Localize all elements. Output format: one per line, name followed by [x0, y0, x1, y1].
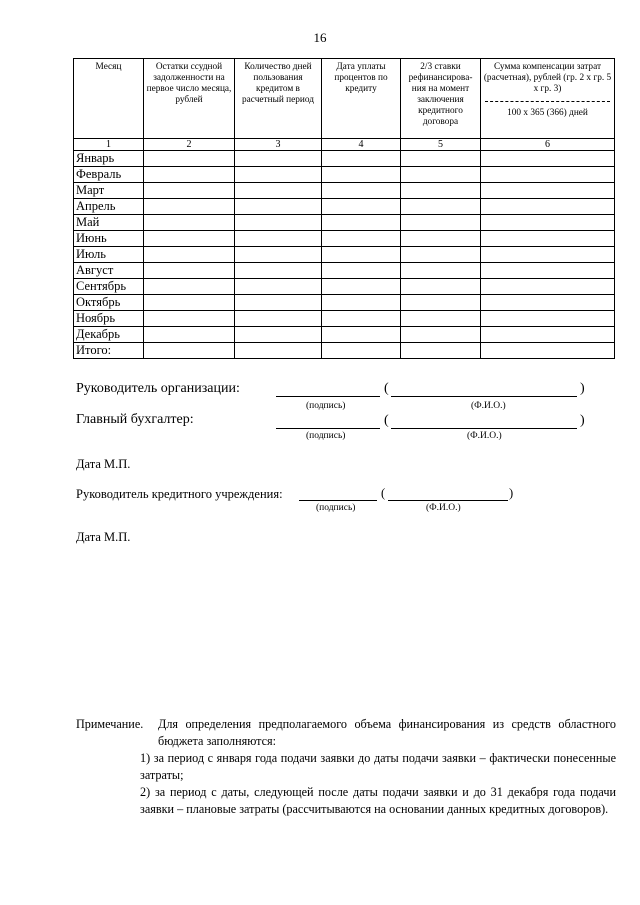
- table-row: [74, 327, 615, 343]
- paren-open: (: [384, 413, 389, 428]
- table-cell[interactable]: [235, 215, 322, 231]
- table-header-row: [74, 59, 615, 139]
- table-cell[interactable]: [322, 311, 401, 327]
- table-cell[interactable]: [401, 151, 481, 167]
- table-cell[interactable]: [322, 279, 401, 295]
- table-cell[interactable]: [235, 327, 322, 343]
- note-lead: [76, 716, 616, 750]
- table-cell[interactable]: [481, 327, 615, 343]
- table-cell[interactable]: [481, 295, 615, 311]
- header-compensation-sum: [481, 59, 615, 139]
- compensation-formula-numerator: Сумма компенсации затрат (расчетная), рублей (гр. 2 х гр. 5 х гр. 3): [483, 62, 612, 94]
- bank-head-label: Руководитель кредитного учреждения:: [76, 487, 283, 501]
- table-cell[interactable]: [401, 167, 481, 183]
- month-name: Апрель: [74, 199, 144, 215]
- header-loan-balance: Остатки ссудной задолженности на первое число месяца, рублей: [144, 59, 235, 139]
- table-cell[interactable]: [322, 199, 401, 215]
- bank-head-name-line[interactable]: [388, 500, 508, 501]
- table-row: [74, 343, 615, 359]
- name-caption: (Ф.И.О.): [467, 431, 502, 441]
- table-cell[interactable]: [322, 183, 401, 199]
- table-cell[interactable]: [481, 311, 615, 327]
- table-cell[interactable]: [235, 167, 322, 183]
- table-cell[interactable]: [235, 295, 322, 311]
- table-cell[interactable]: [401, 247, 481, 263]
- table-cell[interactable]: [401, 279, 481, 295]
- month-name: Октябрь: [74, 295, 144, 311]
- table-cell[interactable]: [481, 263, 615, 279]
- table-cell[interactable]: [481, 279, 615, 295]
- table-cell[interactable]: [144, 279, 235, 295]
- bank-head-signature-line[interactable]: [299, 500, 377, 501]
- month-name: Август: [74, 263, 144, 279]
- column-number: 6: [481, 139, 615, 151]
- month-name: Июнь: [74, 231, 144, 247]
- table-row: [74, 167, 615, 183]
- table-cell[interactable]: [401, 343, 481, 359]
- name-caption: (Ф.И.О.): [426, 503, 461, 513]
- month-name: Июль: [74, 247, 144, 263]
- table-cell[interactable]: [144, 263, 235, 279]
- table-cell[interactable]: [144, 311, 235, 327]
- table-cell[interactable]: [401, 199, 481, 215]
- month-name: Февраль: [74, 167, 144, 183]
- table-cell[interactable]: [322, 151, 401, 167]
- table-cell[interactable]: [481, 151, 615, 167]
- month-name: Декабрь: [74, 327, 144, 343]
- table-cell[interactable]: [401, 295, 481, 311]
- table-cell[interactable]: [144, 199, 235, 215]
- table-cell[interactable]: [401, 327, 481, 343]
- signature-caption: (подпись): [306, 401, 346, 411]
- table-cell[interactable]: [401, 311, 481, 327]
- table-cell[interactable]: [401, 183, 481, 199]
- table-cell[interactable]: [235, 151, 322, 167]
- table-cell[interactable]: [144, 327, 235, 343]
- chief-accountant-label: Главный бухгалтер:: [76, 412, 194, 427]
- column-number: 1: [74, 139, 144, 151]
- table-cell[interactable]: [481, 247, 615, 263]
- table-cell[interactable]: [322, 215, 401, 231]
- table-cell[interactable]: [322, 327, 401, 343]
- paren-close: ): [509, 486, 514, 500]
- table-cell[interactable]: [144, 151, 235, 167]
- table-cell[interactable]: [322, 295, 401, 311]
- table-row: [74, 263, 615, 279]
- table-cell[interactable]: [235, 343, 322, 359]
- table-row: [74, 311, 615, 327]
- header-refinancing-rate: 2/3 ставки рефинансирова-ния на момент заключения кредитного договора: [401, 59, 481, 139]
- table-cell[interactable]: [144, 295, 235, 311]
- accountant-name-line[interactable]: [391, 428, 577, 429]
- table-cell[interactable]: [481, 343, 615, 359]
- table-cell[interactable]: [481, 215, 615, 231]
- compensation-table: [73, 58, 615, 359]
- table-row: [74, 295, 615, 311]
- table-cell[interactable]: [322, 231, 401, 247]
- org-head-signature-line[interactable]: [276, 396, 380, 397]
- page-number: 16: [313, 30, 327, 45]
- table-cell[interactable]: [235, 279, 322, 295]
- month-name: Январь: [74, 151, 144, 167]
- table-row: [74, 231, 615, 247]
- signature-caption: (подпись): [316, 503, 356, 513]
- org-head-label: Руководитель организации:: [76, 381, 240, 396]
- date-stamp-1: Дата М.П.: [76, 457, 131, 471]
- month-name: Май: [74, 215, 144, 231]
- table-cell[interactable]: [322, 263, 401, 279]
- header-month: Месяц: [74, 59, 144, 139]
- paren-open: (: [384, 381, 389, 396]
- table-cell[interactable]: [235, 247, 322, 263]
- table-cell[interactable]: [481, 167, 615, 183]
- table-cell[interactable]: [144, 231, 235, 247]
- compensation-formula-denominator: 100 х 365 (366) дней: [485, 101, 610, 119]
- table-cell[interactable]: [235, 263, 322, 279]
- header-payment-date: Дата уплаты процентов по кредиту: [322, 59, 401, 139]
- date-stamp-2: Дата М.П.: [76, 530, 131, 544]
- table-row: [74, 151, 615, 167]
- table-row: [74, 279, 615, 295]
- table-cell[interactable]: [144, 167, 235, 183]
- month-name: Итого:: [74, 343, 144, 359]
- table-cell[interactable]: [481, 199, 615, 215]
- table-cell[interactable]: [401, 263, 481, 279]
- signature-caption: (подпись): [306, 431, 346, 441]
- accountant-signature-line[interactable]: [276, 428, 380, 429]
- paren-close: ): [580, 413, 585, 428]
- org-head-name-line[interactable]: [391, 396, 577, 397]
- column-number: 2: [144, 139, 235, 151]
- table-cell[interactable]: [322, 167, 401, 183]
- month-name: Ноябрь: [74, 311, 144, 327]
- table-cell[interactable]: [235, 183, 322, 199]
- table-cell[interactable]: [235, 311, 322, 327]
- table-cell[interactable]: [322, 247, 401, 263]
- column-number: 3: [235, 139, 322, 151]
- table-cell[interactable]: [144, 183, 235, 199]
- header-days-count: Количество дней пользования кредитом в расчетный период: [235, 59, 322, 139]
- table-cell[interactable]: [144, 215, 235, 231]
- month-name: Сентябрь: [74, 279, 144, 295]
- table-cell[interactable]: [322, 343, 401, 359]
- table-row: [74, 199, 615, 215]
- table-cell[interactable]: [144, 247, 235, 263]
- table-cell[interactable]: [481, 183, 615, 199]
- table-cell[interactable]: [481, 231, 615, 247]
- paren-close: ): [580, 381, 585, 396]
- note-item-2: 2) за период с даты, следующей после даты подачи заявки и до 31 декабря года подачи заявки – плановые затраты (рассчитываются на основании данных кредитных договоров).: [140, 785, 616, 816]
- month-name: Март: [74, 183, 144, 199]
- table-cell[interactable]: [401, 215, 481, 231]
- note-item-1: 1) за период с января года подачи заявки до даты подачи заявки – фактически понесенные затраты;: [140, 751, 616, 782]
- table-cell[interactable]: [235, 199, 322, 215]
- column-number: 5: [401, 139, 481, 151]
- name-caption: (Ф.И.О.): [471, 401, 506, 411]
- column-number-row: [74, 139, 615, 151]
- table-row: [74, 215, 615, 231]
- table-cell[interactable]: [401, 231, 481, 247]
- column-number: 4: [322, 139, 401, 151]
- paren-open: (: [381, 486, 386, 500]
- table-row: [74, 247, 615, 263]
- table-row: [74, 183, 615, 199]
- table-cell[interactable]: [144, 343, 235, 359]
- table-cell[interactable]: [235, 231, 322, 247]
- footnote: [76, 716, 616, 818]
- note-intro: Для определения предполагаемого объема финансирования из средств областного бюджета заполняются:: [158, 717, 616, 748]
- note-label: Примечание.: [76, 717, 144, 731]
